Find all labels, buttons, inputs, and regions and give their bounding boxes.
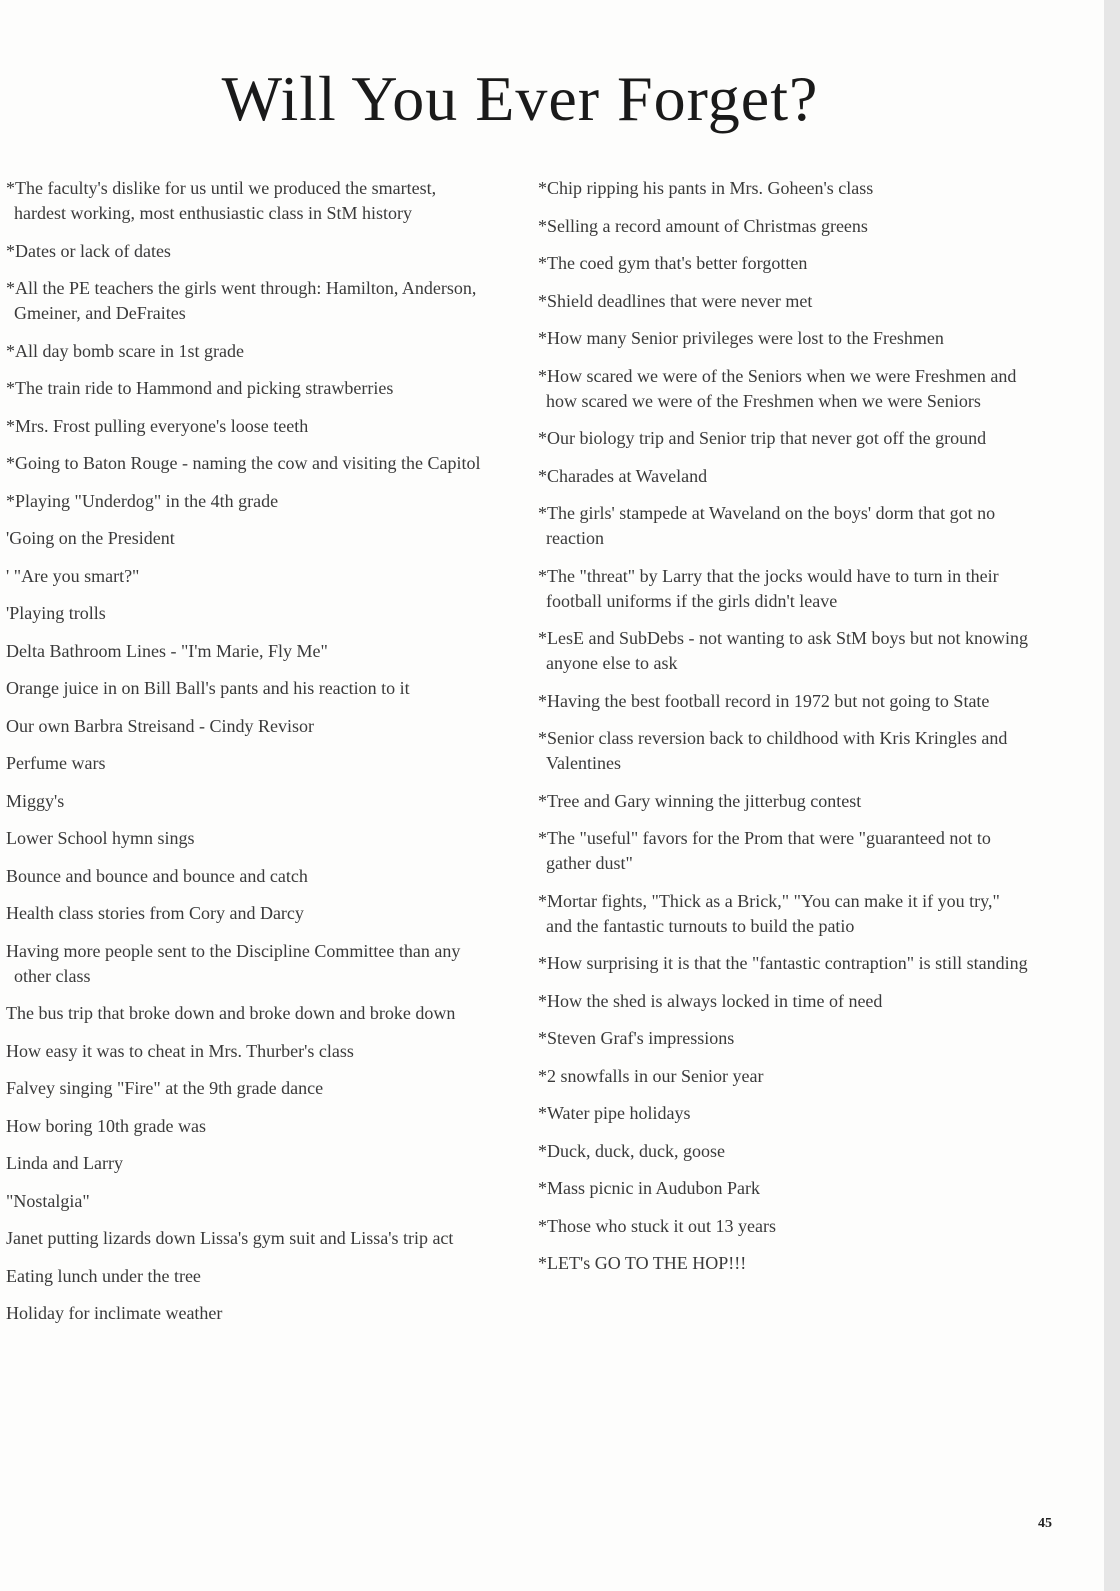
list-item: *Mrs. Frost pulling everyone's loose teeth xyxy=(6,415,309,436)
list-item: Bounce and bounce and bounce and catch xyxy=(6,865,308,886)
list-item: Miggy's xyxy=(6,790,65,811)
page-number: 45 xyxy=(1038,1516,1052,1531)
list-item: 'Playing trolls xyxy=(6,603,106,623)
list-item: *Senior class reversion back to childhood with Kris Kringles and Valentines xyxy=(538,728,1008,773)
list-item: *Mortar fights, "Thick as a Brick," "You can make it if you try," and the fantastic turnouts to build the patio xyxy=(538,890,1000,936)
list-item: *Mass picnic in Audubon Park xyxy=(538,1178,760,1198)
list-item: Delta Bathroom Lines - "I'm Marie, Fly Me" xyxy=(6,640,328,661)
list-item: *How surprising it is that the "fantastic contraption" is still standing xyxy=(538,953,1028,973)
list-item: Health class stories from Cory and Darcy xyxy=(6,903,304,923)
list-item: Falvey singing "Fire" at the 9th grade dance xyxy=(6,1078,324,1098)
list-item: Perfume wars xyxy=(6,753,106,773)
list-item: *How many Senior privileges were lost to the Freshmen xyxy=(538,328,944,348)
list-item: *How the shed is always locked in time of need xyxy=(538,990,883,1011)
list-item: *Tree and Gary winning the jitterbug contest xyxy=(538,790,862,811)
list-item: *Water pipe holidays xyxy=(538,1103,691,1123)
list-item: *Shield deadlines that were never met xyxy=(538,290,813,311)
list-item: Our own Barbra Streisand - Cindy Revisor xyxy=(6,715,314,736)
list-item: *The girls' stampede at Waveland on the boys' dorm that got no reaction xyxy=(538,503,996,548)
list-item: *The "threat" by Larry that the jocks would have to turn in their football uniforms if the girls didn't leave xyxy=(538,565,999,611)
list-item: Eating lunch under the tree xyxy=(6,1265,201,1286)
list-item: *Going to Baton Rouge - naming the cow and visiting the Capitol xyxy=(6,453,481,473)
list-item: *Steven Graf's impressions xyxy=(538,1028,735,1048)
list-item: *Charades at Waveland xyxy=(538,465,708,486)
list-item: *2 snowfalls in our Senior year xyxy=(538,1065,764,1086)
list-item: The bus trip that broke down and broke down and broke down xyxy=(6,1003,456,1023)
list-item: *The train ride to Hammond and picking strawberries xyxy=(6,378,394,398)
list-item: *The coed gym that's better forgotten xyxy=(538,253,808,273)
list-item: *Chip ripping his pants in Mrs. Goheen's class xyxy=(538,178,874,198)
list-item: *LesE and SubDebs - not wanting to ask StM boys but not knowing anyone else to ask xyxy=(538,628,1028,673)
list-item: Having more people sent to the Discipline Committee than any other class xyxy=(6,940,461,986)
list-item: *Playing "Underdog" in the 4th grade xyxy=(6,490,279,511)
list-item: ' "Are you smart?" xyxy=(6,565,140,586)
list-item: *The "useful" favors for the Prom that were "guaranteed not to gather dust" xyxy=(538,828,991,873)
list-item: *All the PE teachers the girls went through: Hamilton, Anderson, Gmeiner, and DeFraites xyxy=(6,278,477,323)
list-item: *Our biology trip and Senior trip that never got off the ground xyxy=(538,428,987,448)
list-item: How boring 10th grade was xyxy=(6,1115,206,1136)
page-title: Will You Ever Forget? xyxy=(221,63,819,134)
list-item: *All day bomb scare in 1st grade xyxy=(6,340,244,361)
list-item: *Those who stuck it out 13 years xyxy=(538,1215,776,1236)
list-item: *Dates or lack of dates xyxy=(6,240,171,261)
list-item: Holiday for inclimate weather xyxy=(6,1303,223,1323)
list-item: *The faculty's dislike for us until we produced the smartest, hardest working, most enthusiastic class in StM history xyxy=(6,178,437,223)
list-item: Linda and Larry xyxy=(6,1153,123,1173)
list-item: How easy it was to cheat in Mrs. Thurber's class xyxy=(6,1040,354,1061)
memories-list-right xyxy=(538,176,1028,1289)
list-item: *How scared we were of the Seniors when we were Freshmen and how scared we were of the Freshmen when we were Seniors xyxy=(538,365,1017,411)
list-item: *LET's GO TO THE HOP!!! xyxy=(538,1253,747,1273)
list-item: "Nostalgia" xyxy=(6,1190,90,1211)
list-item: *Having the best football record in 1972 but not going to State xyxy=(538,690,990,711)
list-item: 'Going on the President xyxy=(6,528,175,548)
memories-list-left xyxy=(6,176,492,1339)
list-item: Janet putting lizards down Lissa's gym suit and Lissa's trip act xyxy=(6,1228,454,1248)
list-item: *Duck, duck, duck, goose xyxy=(538,1140,725,1161)
page-edge-shadow xyxy=(1104,0,1120,1591)
list-item: Lower School hymn sings xyxy=(6,828,195,848)
list-item: *Selling a record amount of Christmas greens xyxy=(538,215,868,236)
list-item: Orange juice in on Bill Ball's pants and his reaction to it xyxy=(6,678,410,698)
